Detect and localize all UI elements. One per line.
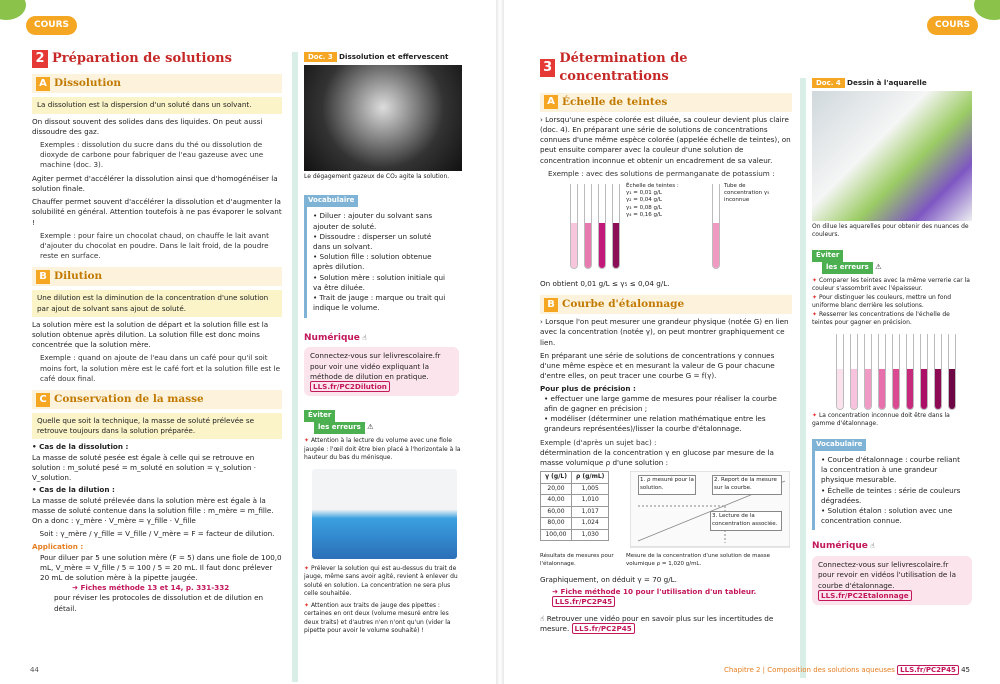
- error-item: ✦ Attention aux traits de jauge des pipettes : certaines en ont deux (volume mesuré entre les deux traits) et d'autres n'en n'ont qu'un (vider la pipette pour avoir le volume souhaité) !: [304, 602, 462, 636]
- vocabulary-box: [812, 439, 972, 530]
- footer-link[interactable]: LLS.fr/PC2P45: [897, 665, 959, 675]
- vocab-item: • Diluer : ajouter du solvant sans ajouter de soluté.: [313, 211, 433, 231]
- formula: Soit : γ_mère / γ_fille = V_fille / V_mère = F = facteur de dilution.: [39, 529, 275, 539]
- precision-heading: Pour plus de précision :: [540, 383, 636, 393]
- errors-box: [812, 250, 972, 429]
- doc3-header: [304, 52, 462, 63]
- hand-icon: ☝: [362, 332, 367, 342]
- error-caption: ✦ La concentration inconnue doit être dans la gamme d'étalonnage.: [812, 412, 972, 429]
- paragraph: La solution mère est la solution de départ et la solution fille est la solution obtenue après dilution. La solution fille est donc moins concentrée que la solution mère.: [32, 319, 269, 350]
- hand-icon: ☝: [540, 613, 545, 623]
- vocab-tag: Vocabulaire: [812, 439, 866, 451]
- scale-label: Échelle de teintes :: [626, 183, 679, 190]
- doc-caption: On dilue les aquarelles pour obtenir des nuances de couleurs.: [812, 222, 969, 239]
- vocab-tag: Vocabulaire: [304, 195, 358, 207]
- numerique-title: Numérique: [812, 541, 868, 552]
- doc-caption: Le dégagement gazeux de CO₂ agite la solution.: [304, 172, 450, 180]
- fiche-link[interactable]: ➜ Fiches méthode 13 et 14, p. 331-332: [72, 583, 230, 593]
- example: Exemple : quand on ajoute de l'eau dans un café pour qu'il soit moins fort, la solution mère est le café fort et la solution fille est le café doux final.: [40, 353, 281, 383]
- table-row: [541, 529, 609, 541]
- test-tube: [612, 184, 620, 269]
- numerique-link[interactable]: LLS.fr/PC2Dilution: [310, 381, 390, 392]
- fiche-row: [552, 587, 792, 607]
- figure-caption: Mesure de la concentration d'une solution de masse volumique ρ = 1,020 g/mL.: [626, 553, 770, 568]
- table-cell: 40,00: [541, 495, 572, 507]
- definition-box: Quelle que soit la technique, la masse de soluté prélevée se retrouve toujours dans la solution préparée.: [32, 413, 282, 439]
- table-cell: 60,00: [541, 506, 572, 518]
- numerique-text: Connectez-vous sur lelivrescolaire.fr pour revoir en vidéos l'utilisation de la courbe d'étalonnage.: [818, 560, 956, 590]
- vocab-item: • Solution fille : solution obtenue après dilution.: [313, 252, 432, 272]
- paragraph: En préparant une série de solutions de concentrations γ connues d'une même espèce et en mesurant la valeur de G pour chacune d'entre elles, on peut tracer une courbe G = f(γ).: [540, 350, 775, 381]
- paragraph: On dissout souvent des solides dans des liquides. On peut aussi dissoudre des gaz.: [32, 116, 263, 136]
- result: On obtient 0,01 g/L ≤ γ₅ ≤ 0,04 g/L.: [540, 279, 670, 289]
- example: Exemples : dissolution du sucre dans du thé ou dissolution de dioxyde de carbone pour fabriquer de l'eau gazeuse avec une machine (doc. 3).: [40, 140, 264, 170]
- subsection-title: Dissolution: [54, 77, 122, 90]
- subsection-title: Courbe d'étalonnage: [562, 298, 685, 311]
- page-gutter: [496, 0, 504, 684]
- subsection-heading: [540, 93, 792, 112]
- table-row: [541, 495, 609, 507]
- table-cell: 1,024: [571, 518, 608, 530]
- test-tube: [598, 184, 606, 269]
- doc4-photo: [812, 91, 972, 221]
- example: Exemple : avec des solutions de permanganate de potassium :: [548, 168, 775, 178]
- annotation: 3. Lecture de la concentration associée.: [710, 511, 782, 531]
- table-row: [541, 518, 609, 530]
- vocab-item: • Courbe d'étalonnage : courbe reliant la concentration à une grandeur physique mesurable.: [821, 454, 960, 485]
- vocab-item: • Échelle de teintes : série de couleurs dégradées.: [821, 485, 961, 505]
- right-main-column: [540, 50, 792, 634]
- subsection-letter: B: [36, 270, 50, 284]
- doc-title: Dessin à l'aquarelle: [847, 78, 927, 87]
- left-side-column: [292, 52, 462, 682]
- right-side-column: [800, 78, 972, 678]
- scale-value: γ₁ = 0,01 g/L: [626, 190, 662, 197]
- subsection-heading: [540, 295, 792, 314]
- warning-icon: ⚠: [367, 422, 374, 432]
- video-row: [540, 614, 792, 634]
- paragraph: Pour diluer par 5 une solution mère (F = 5) dans une fiole de 100,0 mL, V_mère = V_fille / 5 = 100 / 5 = 20 mL. Il faut donc prélever 20 mL de solution mère à la pipette jaugée.: [40, 552, 282, 583]
- definition-box: Une dilution est la diminution de la concentration d'une solution par ajout de solvant sans ajout de soluté.: [32, 290, 282, 316]
- scale-value: γ₂ = 0,04 g/L: [626, 197, 662, 204]
- paragraph: détermination de la concentration γ en glucose par mesure de la masse volumique ρ d'une solution :: [540, 447, 774, 468]
- footer-chapter: Chapitre 2 | Composition des solutions aqueuses: [723, 666, 895, 675]
- bullet: • modéliser (déterminer une relation mathématique entre les grandeurs représentées)/lisser la courbe d'étalonnage.: [544, 414, 766, 434]
- warning-icon: ⚠: [875, 261, 882, 271]
- doc-tag: Doc. 3: [304, 52, 337, 62]
- vocab-item: • Solution mère : solution initiale qui va être diluée.: [313, 272, 446, 292]
- vocab-item: • Dissoudre : disperser un soluté dans un solvant.: [313, 231, 432, 252]
- section-number: 3: [540, 59, 555, 77]
- numerique-box: [812, 540, 972, 605]
- cours-tab: COURS: [927, 16, 978, 35]
- numerique-box: [304, 332, 462, 397]
- table-row: [541, 506, 609, 518]
- figure-captions: [540, 553, 792, 569]
- subsection-letter: C: [36, 393, 50, 407]
- table-cell: 1,017: [571, 506, 608, 518]
- subsection-letter: A: [544, 95, 558, 109]
- errors-tag: Éviter: [812, 250, 843, 262]
- scale-legend: [626, 183, 679, 219]
- subsection-heading: [32, 74, 282, 93]
- section-title: Détermination de concentrations: [559, 51, 688, 85]
- annotation: 2. Report de la mesure sur la courbe.: [712, 475, 782, 495]
- left-main-column: [32, 50, 282, 614]
- scale-value: γ₃ = 0,08 g/L: [626, 204, 662, 211]
- table-cell: 80,00: [541, 518, 572, 530]
- hand-icon: ☝: [870, 541, 875, 551]
- error-item: ✦ Comparer les teintes avec la même verrerie car la couleur s'assombrit avec l'épaisseur.: [812, 277, 972, 294]
- errors-box: [304, 410, 462, 636]
- section-title: Préparation de solutions: [52, 51, 232, 66]
- doc3-photo: [304, 65, 462, 171]
- tubes-photo: [812, 332, 972, 412]
- table-cell: 100,00: [541, 529, 572, 541]
- subsection-title: Conservation de la masse: [54, 393, 204, 406]
- bullet: • effectuer une large gamme de mesures pour réaliser la courbe afin de gagner en précision ;: [544, 393, 777, 413]
- errors-tag: les erreurs: [314, 422, 365, 434]
- meniscus-photo: [312, 469, 457, 559]
- test-tube: [570, 184, 578, 269]
- lls-link[interactable]: LLS.fr/PC2P45: [572, 623, 635, 634]
- numerique-title: Numérique: [304, 332, 360, 343]
- unknown-tube: [712, 184, 720, 269]
- paragraph: pour réviser les protocoles de dissolution et de dilution en détail.: [54, 593, 264, 613]
- paragraph: La masse de soluté pesée est égale à celle qui se retrouve en solution : m_soluté pesé = m_soluté en solution = γ_solution · V_solution.: [32, 452, 257, 483]
- paragraph: Agiter permet d'accélérer la dissolution ainsi que d'homogénéiser la solution finale.: [32, 173, 278, 193]
- error-item: ✦ Pour distinguer les couleurs, mettre un fond uniforme blanc derrière les solutions.: [812, 294, 972, 311]
- paragraph: Chauffer permet souvent d'accélérer la dissolution et d'augmenter la solubilité en général. Attention toutefois à ne pas évaporer le solvant !: [32, 197, 282, 227]
- table-header: γ (g/L): [541, 472, 572, 484]
- errors-tag: les erreurs: [822, 262, 873, 274]
- vocab-item: • Trait de jauge : marque ou trait qui indique le volume.: [313, 293, 446, 313]
- test-tube: [584, 184, 592, 269]
- corner-decoration: [974, 0, 1000, 20]
- corner-decoration: [0, 0, 26, 20]
- measurement-table: [540, 471, 609, 541]
- calibration-figure: [540, 471, 792, 553]
- definition-box: La dissolution est la dispersion d'un soluté dans un solvant.: [32, 97, 282, 113]
- fiche-link[interactable]: ➜ Fiche méthode 10 pour l'utilisation d'un tableur.: [552, 587, 757, 597]
- section-heading: [32, 50, 282, 68]
- table-row: [541, 483, 609, 495]
- subsection-letter: B: [544, 298, 558, 312]
- deduction: Graphiquement, on déduit γ = 70 g/L.: [540, 574, 677, 584]
- paragraph: La masse de soluté prélevée dans la solution mère est égale à la masse de soluté contenue dans la solution fille : m_mère = m_fille.: [32, 495, 274, 515]
- table-cell: 1,030: [571, 529, 608, 541]
- numerique-link[interactable]: LLS.fr/PC2Etalonnage: [818, 590, 912, 601]
- error-item: ✦ Prélever la solution qui est au-dessus du trait de jauge, même sans avoir agité, revient à enlever du soluté en solution. La concentration ne sera plus celle souhaitée.: [304, 565, 462, 599]
- tint-scale-figure: [540, 179, 792, 279]
- footer: [724, 666, 970, 676]
- doc4-header: [812, 78, 972, 89]
- paragraph: › Lorsqu'une espèce colorée est diluée, sa couleur devient plus claire (doc. 4). En préparant une série de solutions de concentrations connues d'une même espèce colorée (appelée échelle de teintes), on peut ensuite comparer avec la couleur d'une solution de concentration inconnue et obtenir un encadrement de sa valeur.: [540, 114, 791, 165]
- figure-caption: Résultats de mesures pour l'étalonnage.: [540, 553, 614, 568]
- case-heading: • Cas de la dilution :: [32, 485, 115, 495]
- error-item: ✦ Resserrer les concentrations de l'échelle de teintes pour gagner en précision.: [812, 311, 972, 328]
- lls-link[interactable]: LLS.fr/PC2P45: [552, 596, 615, 607]
- application-title: Application :: [32, 542, 84, 552]
- subsection-letter: A: [36, 77, 50, 91]
- errors-tag: Éviter: [304, 410, 335, 422]
- paragraph: › Lorsque l'on peut mesurer une grandeur physique (notée G) en lien avec la concentration (notée γ), on peut montrer graphiquement ce lien.: [540, 317, 789, 347]
- page-number: 44: [30, 666, 39, 675]
- section-number: 2: [32, 50, 48, 68]
- page-number: 45: [961, 666, 970, 675]
- example: Exemple : pour faire un chocolat chaud, on chauffe le lait avant d'ajouter du chocolat en poudre. Dans le lait froid, de la poudre reste en surface.: [40, 230, 269, 261]
- section-heading: [540, 50, 792, 87]
- cours-tab: COURS: [26, 16, 77, 35]
- paragraph: On a donc : γ_mère · V_mère = γ_fille · V_fille: [32, 515, 196, 525]
- subsection-heading: [32, 267, 282, 286]
- tube-label: Tube de concentration γ₅ inconnue: [724, 183, 770, 204]
- video-text: Retrouver une vidéo pour en savoir plus sur les incertitudes de mesure.: [540, 613, 774, 633]
- case-heading: • Cas de la dissolution :: [32, 442, 129, 452]
- scale-value: γ₄ = 0,16 g/L: [626, 211, 662, 218]
- subsection-heading: [32, 390, 282, 409]
- doc-title: Dissolution et effervescent: [339, 52, 449, 61]
- example: Exemple (d'après un sujet bac) :: [540, 437, 657, 447]
- doc-tag: Doc. 4: [812, 78, 845, 88]
- table-cell: 1,005: [571, 483, 608, 495]
- vocab-item: • Solution étalon : solution avec une concentration connue.: [821, 506, 953, 526]
- subsection-title: Échelle de teintes: [562, 95, 668, 108]
- table-header: ρ (g/mL): [571, 472, 608, 484]
- table-cell: 20,00: [541, 483, 572, 495]
- subsection-title: Dilution: [54, 270, 103, 283]
- annotation: 1. ρ mesuré pour la solution.: [638, 475, 696, 495]
- error-item: ✦ Attention à la lecture du volume avec une fiole jaugée : l'œil doit être bien placé à l'horizontale à la hauteur du bas du ménisque.: [304, 437, 462, 463]
- numerique-text: Connectez-vous sur lelivrescolaire.fr pour voir une vidéo expliquant la méthode de dilution en pratique.: [310, 351, 441, 381]
- table-cell: 1,010: [571, 495, 608, 507]
- vocabulary-box: [304, 195, 462, 317]
